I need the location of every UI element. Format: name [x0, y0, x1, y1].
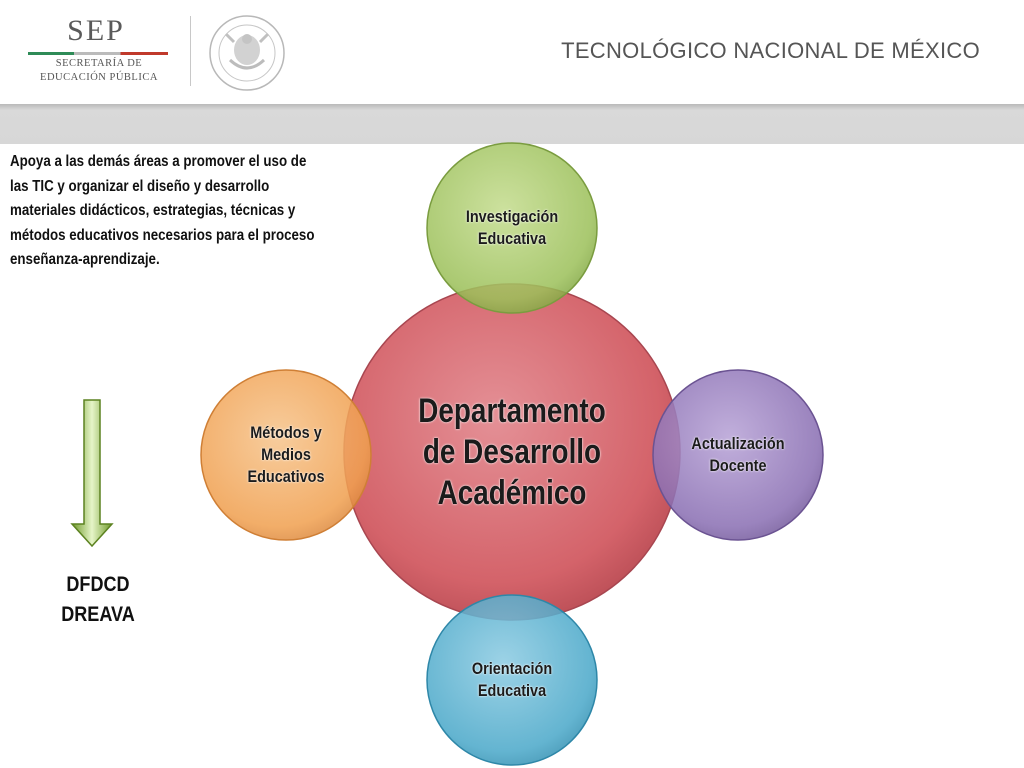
- bottom-label-line: Educativa: [477, 681, 547, 700]
- sep-subtitle-line-2: EDUCACIÓN PÚBLICA: [40, 72, 158, 83]
- center-label: [389, 391, 635, 514]
- top-label: [444, 206, 580, 250]
- bottom-label: [444, 658, 580, 702]
- center-label-line: Académico: [437, 474, 587, 512]
- code-line: DFDCD: [66, 573, 130, 596]
- center-label-line: de Desarrollo: [422, 433, 602, 471]
- arrow-down-icon: [70, 398, 114, 548]
- right-label: [670, 433, 806, 477]
- description-line: Apoya a las demás áreas a promover el uso de: [10, 153, 307, 170]
- left-label-line: Educativos: [247, 467, 325, 486]
- center-label-line: Departamento: [418, 392, 606, 430]
- department-codes: [48, 570, 148, 630]
- right-label-line: Docente: [709, 456, 767, 475]
- top-label-line: Investigación: [465, 207, 559, 226]
- bottom-label-line: Orientación: [471, 659, 553, 678]
- top-label-line: Educativa: [477, 229, 547, 248]
- institution-name: TECNOLÓGICO NACIONAL DE MÉXICO: [561, 38, 980, 63]
- left-label-line: Medios: [261, 445, 311, 464]
- sep-subtitle-line-1: SECRETARÍA DE: [55, 58, 143, 69]
- description-line: enseñanza-aprendizaje.: [10, 251, 160, 268]
- description-line: métodos educativos necesarios para el proceso: [10, 226, 315, 244]
- code-line: DREAVA: [61, 603, 135, 626]
- description-line: materiales didácticos, estrategias, técnicas y: [10, 202, 296, 219]
- left-label-line: Métodos y: [250, 423, 322, 442]
- sep-wordmark: SEP: [67, 14, 125, 47]
- left-label: [218, 422, 354, 488]
- right-label-line: Actualización: [691, 434, 785, 453]
- description-line: las TIC y organizar el diseño y desarrollo: [10, 177, 270, 195]
